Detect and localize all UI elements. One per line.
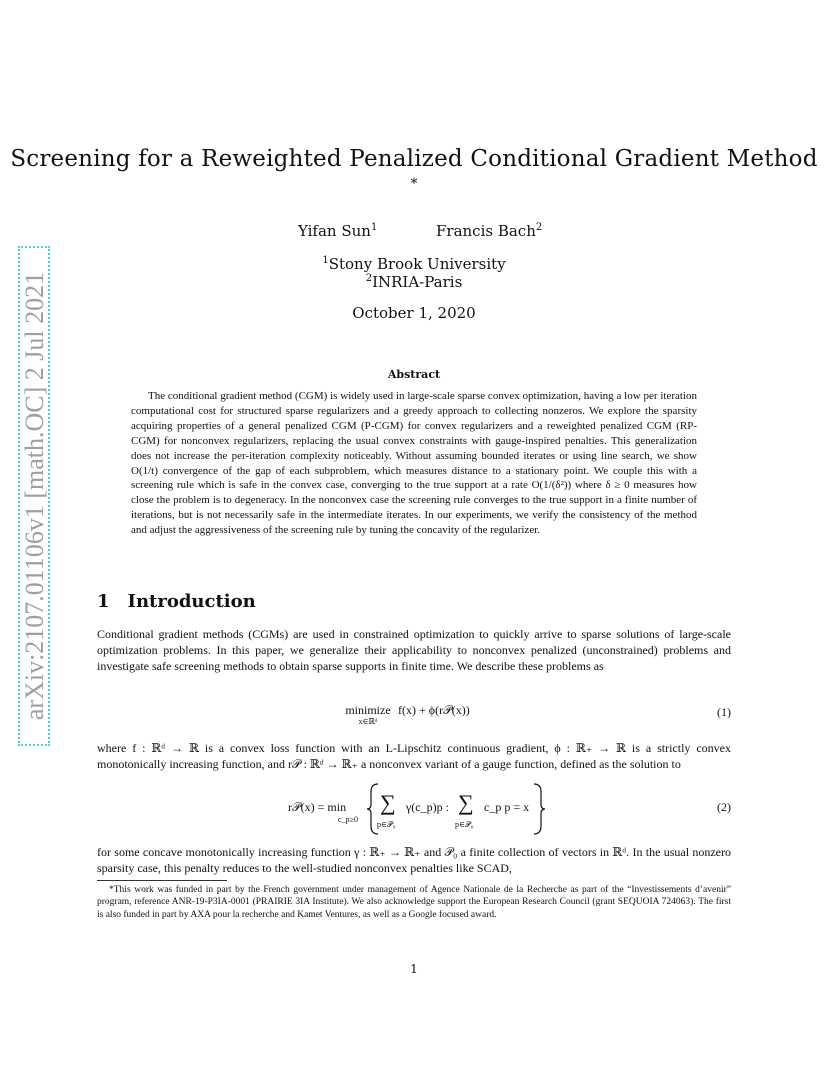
eq2-sum1-icon: ∑ [380,790,396,815]
equation-1 [0,703,828,743]
paragraph-3: for some concave monotonically increasing function γ : ℝ₊ → ℝ₊ and 𝒫₀ a finite collection of vectors in ℝᵈ. In the usual nonzero sparsity case, this penalty reduces to the well-studied nonconvex penalties like SCAD, [97,845,731,875]
affiliation-2 [0,273,828,291]
author-2 [436,222,542,240]
section-number: 1 [97,591,110,612]
page-number: 1 [410,962,418,976]
affiliation-2-sup: 2 [365,273,373,284]
equation-2 [0,782,828,838]
eq1-subscript: x∈ℝᵈ [358,717,378,726]
eq2-number: (2) [717,800,731,814]
eq1-operator: minimize [345,703,391,717]
affiliation-2-name: INRIA-Paris [372,273,463,291]
paper-title: Screening for a Reweighted Penalized Conditional Gradient Method [10,146,818,172]
section-heading [97,591,256,612]
eq2-term1: γ(c_p)p : [406,800,449,814]
eq2-lhs: r𝒫(x) = min [288,800,347,814]
arxiv-stamp-text: arXiv:2107.01106v1 [math.OC] 2 Jul 2021 [20,271,49,721]
affiliation-1-name: Stony Brook University [328,255,506,273]
author-1-sup: 1 [370,222,378,233]
paragraph-1: Conditional gradient methods (CGMs) are used in constrained optimization to quickly arrive to sparse solutions of large-scale optimization problems. In this paper, we generalize their applicability to nonconvex penalized (unconstrained) problems and investigate safe screening methods to obtain sparse supports in finite time. We describe these problems as [97,627,731,673]
abstract-heading: Abstract [387,368,441,381]
eq1-operator-block [340,703,396,726]
eq2-sum2-icon: ∑ [458,790,474,815]
affiliation-1 [0,255,828,273]
paragraph-2: where f : ℝᵈ → ℝ is a convex loss function with an L-Lipschitz continuous gradient, ϕ : ℝ₊ → ℝ is a strictly convex monotonically increasing function, and r𝒫 : ℝᵈ → ℝ₊ a nonconvex variant of a gauge function, defined as the solution to [97,741,731,771]
eq1-number: (1) [717,705,731,719]
author-1 [298,222,377,240]
author-1-name: Yifan Sun [298,222,371,240]
footnote: *This work was funded in part by the French government under management of Agence Nationale de la Recherche as part of the “Investissements d’avenir” program, reference ANR-19-P3IA-0001 (PRAIRIE 3IA Institute). We also acknowledge support the European Research Council (grant SEQUOIA 724063). The first is also funded in part by AXA pour la recherche and Kamet Ventures, as well as a Google focused award. [97,885,731,920]
author-2-sup: 2 [535,222,543,233]
abstract-text: The conditional gradient method (CGM) is widely used in large-scale sparse convex optimization, having a low per iteration computational cost for structured sparse regularizers and a greedy approach to collecting nonzeros. We explore the sparsity acquiring properties of a general penalized CGM (P-CGM) for convex regularizers and a reweighted penalized CGM (RP-CGM) for nonconvex regularizers, replacing the usual convex constraints with gauge-inspired penalties. This generalization does not increase the per-iteration complexity noticeably. Without assuming bounded iterates or using line search, we show O(1/t) convergence of the gap of each subproblem, which measures distance to a stationary point. We couple this with a screening rule which is safe in the convex case, converging to the true support at a rate O(1/(δ²)) where δ ≥ 0 measures how close the problem is to degeneracy. In the nonconvex case the screening rule converges to the true support in a finite number of iterations, but is not necessarily safe in the intermediate iterates. In our experiments, we verify the consistency of the method and adjust the aggressiveness of the screening rule by tuning the concavity of the regularizer. [131,390,697,537]
paper-date: October 1, 2020 [352,304,476,322]
eq2-term2: c_p p = x [484,800,530,814]
title-footnote-mark: * [410,176,418,192]
eq2-min-sub: c_p≥0 [338,815,358,824]
right-brace-icon [532,782,546,836]
eq2-sum1-sub: p∈𝒫₀ [377,820,396,829]
footnote-rule [97,880,227,881]
affiliation-1-sup: 1 [322,255,329,266]
author-2-name: Francis Bach [436,222,536,240]
eq1-body: f(x) + ϕ(r𝒫(x)) [398,703,470,717]
eq2-sum2-sub: p∈𝒫₀ [455,820,474,829]
section-title: Introduction [127,591,256,612]
